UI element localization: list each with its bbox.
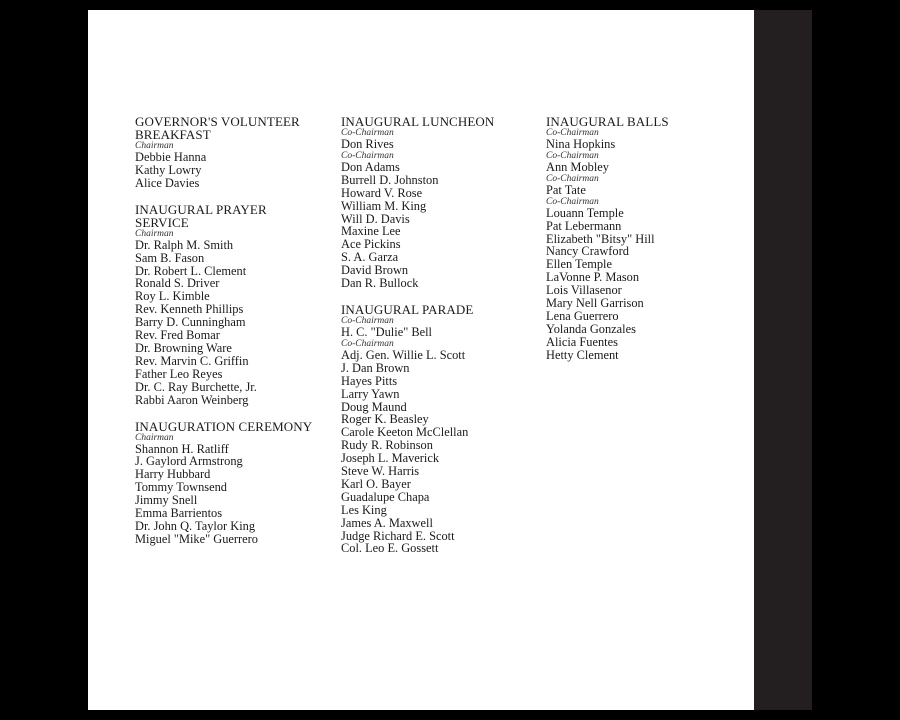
role-label: Co-Chairman bbox=[341, 150, 394, 161]
member-name: Dan R. Bullock bbox=[341, 276, 419, 291]
role-label: Co-Chairman bbox=[546, 196, 599, 207]
member-name: Pat Tate bbox=[546, 182, 586, 197]
role-label: Chairman bbox=[135, 432, 174, 443]
member-list bbox=[341, 316, 541, 555]
member-name: Alice Davies bbox=[135, 175, 200, 190]
member-name: Father Leo Reyes bbox=[135, 366, 223, 381]
member-name: Don Adams bbox=[341, 159, 400, 174]
member-list bbox=[546, 128, 746, 362]
committee-section bbox=[135, 420, 335, 546]
member-name: Kathy Lowry bbox=[135, 162, 202, 177]
member-name: Will D. Davis bbox=[341, 211, 410, 226]
member-name: Harry Hubbard bbox=[135, 467, 211, 482]
column-3 bbox=[546, 115, 746, 375]
role-label: Co-Chairman bbox=[546, 173, 599, 184]
member-name: Rev. Kenneth Phillips bbox=[135, 302, 244, 317]
member-name: Lena Guerrero bbox=[546, 308, 619, 323]
committee-heading: INAUGURAL PRAYER bbox=[135, 201, 267, 217]
member-name: Larry Yawn bbox=[341, 386, 400, 401]
committee-section bbox=[341, 303, 541, 555]
member-name: Hetty Clement bbox=[546, 347, 619, 362]
member-name: Ace Pickins bbox=[341, 237, 401, 252]
role-label: Chairman bbox=[135, 141, 174, 151]
member-name: Yolanda Gonzales bbox=[546, 321, 636, 336]
committee-section bbox=[135, 115, 335, 190]
member-name: Adj. Gen. Willie L. Scott bbox=[341, 347, 466, 362]
member-name: Alicia Fuentes bbox=[546, 334, 618, 349]
member-name: Miguel "Mike" Guerrero bbox=[135, 531, 258, 546]
page-edge-shadow bbox=[754, 10, 812, 710]
role-label: Co-Chairman bbox=[341, 315, 394, 326]
role-label: Co-Chairman bbox=[546, 150, 599, 161]
member-name: Hayes Pitts bbox=[341, 373, 398, 388]
committee-heading: INAUGURAL PARADE bbox=[341, 301, 474, 317]
committee-section bbox=[135, 203, 335, 407]
member-name: Rev. Fred Bomar bbox=[135, 328, 220, 343]
member-name: Burrell D. Johnston bbox=[341, 172, 439, 187]
member-name: James A. Maxwell bbox=[341, 515, 433, 530]
committee-heading: GOVERNOR'S VOLUNTEER bbox=[135, 114, 300, 129]
member-name: Maxine Lee bbox=[341, 224, 401, 239]
member-name: H. C. "Dulie" Bell bbox=[341, 324, 432, 339]
member-name: LaVonne P. Mason bbox=[546, 270, 640, 285]
member-name: Col. Leo E. Gossett bbox=[341, 541, 439, 556]
member-name: Dr. Ralph M. Smith bbox=[135, 237, 234, 252]
role-label: Co-Chairman bbox=[341, 338, 394, 349]
member-list bbox=[135, 141, 335, 190]
member-name: William M. King bbox=[341, 198, 427, 213]
committee-section bbox=[341, 115, 541, 290]
member-name: Louann Temple bbox=[546, 205, 624, 220]
member-name: Guadalupe Chapa bbox=[341, 489, 430, 504]
member-name: Mary Nell Garrison bbox=[546, 296, 644, 311]
member-name: Dr. Browning Ware bbox=[135, 340, 232, 355]
member-name: J. Gaylord Armstrong bbox=[135, 454, 243, 469]
member-name: Debbie Hanna bbox=[135, 150, 207, 164]
committee-heading: SERVICE bbox=[135, 214, 189, 230]
committee-heading: INAUGURAL LUNCHEON bbox=[341, 114, 495, 129]
member-name: Nancy Crawford bbox=[546, 244, 629, 259]
member-name: Joseph L. Maverick bbox=[341, 451, 440, 466]
member-name: Don Rives bbox=[341, 137, 394, 151]
member-name: J. Dan Brown bbox=[341, 360, 410, 375]
member-name: Nina Hopkins bbox=[546, 137, 616, 151]
member-name: Rudy R. Robinson bbox=[341, 438, 433, 453]
role-label: Chairman bbox=[135, 228, 174, 239]
column-1 bbox=[135, 115, 335, 559]
member-name: Dr. C. Ray Burchette, Jr. bbox=[135, 379, 257, 394]
member-name: Rabbi Aaron Weinberg bbox=[135, 392, 249, 407]
member-name: Roy L. Kimble bbox=[135, 289, 210, 304]
member-name: David Brown bbox=[341, 263, 409, 278]
member-name: Emma Barrientos bbox=[135, 506, 223, 521]
member-name: Elizabeth "Bitsy" Hill bbox=[546, 231, 655, 246]
member-name: Ellen Temple bbox=[546, 257, 612, 272]
column-2 bbox=[341, 115, 541, 568]
committee-heading: BREAKFAST bbox=[135, 127, 211, 142]
member-name: Sam B. Fason bbox=[135, 250, 205, 265]
member-name: S. A. Garza bbox=[341, 250, 399, 265]
member-name: Doug Maund bbox=[341, 399, 407, 414]
member-name: Lois Villasenor bbox=[546, 283, 622, 298]
member-name: Karl O. Bayer bbox=[341, 476, 411, 491]
member-name: Pat Lebermann bbox=[546, 218, 622, 233]
member-name: Howard V. Rose bbox=[341, 185, 423, 200]
committee-section bbox=[546, 115, 746, 362]
role-label: Co-Chairman bbox=[546, 128, 599, 138]
member-list bbox=[341, 128, 541, 290]
member-name: Roger K. Beasley bbox=[341, 412, 429, 427]
member-name: Barry D. Cunningham bbox=[135, 315, 246, 330]
member-name: Judge Richard E. Scott bbox=[341, 528, 455, 543]
member-list bbox=[135, 433, 335, 546]
member-name: Ronald S. Driver bbox=[135, 276, 220, 291]
member-name: Carole Keeton McClellan bbox=[341, 425, 469, 440]
member-name: Dr. John Q. Taylor King bbox=[135, 518, 256, 533]
member-name: Rev. Marvin C. Griffin bbox=[135, 353, 249, 368]
committee-heading: INAUGURATION CEREMONY bbox=[135, 418, 313, 434]
member-name: Jimmy Snell bbox=[135, 493, 198, 508]
member-name: Shannon H. Ratliff bbox=[135, 441, 229, 456]
member-list bbox=[135, 229, 335, 407]
member-name: Ann Mobley bbox=[546, 159, 609, 174]
committee-heading: INAUGURAL BALLS bbox=[546, 114, 669, 129]
member-name: Steve W. Harris bbox=[341, 464, 420, 479]
document-page bbox=[88, 10, 754, 710]
member-name: Les King bbox=[341, 502, 387, 517]
member-name: Dr. Robert L. Clement bbox=[135, 263, 247, 278]
member-name: Tommy Townsend bbox=[135, 480, 227, 495]
role-label: Co-Chairman bbox=[341, 128, 394, 138]
